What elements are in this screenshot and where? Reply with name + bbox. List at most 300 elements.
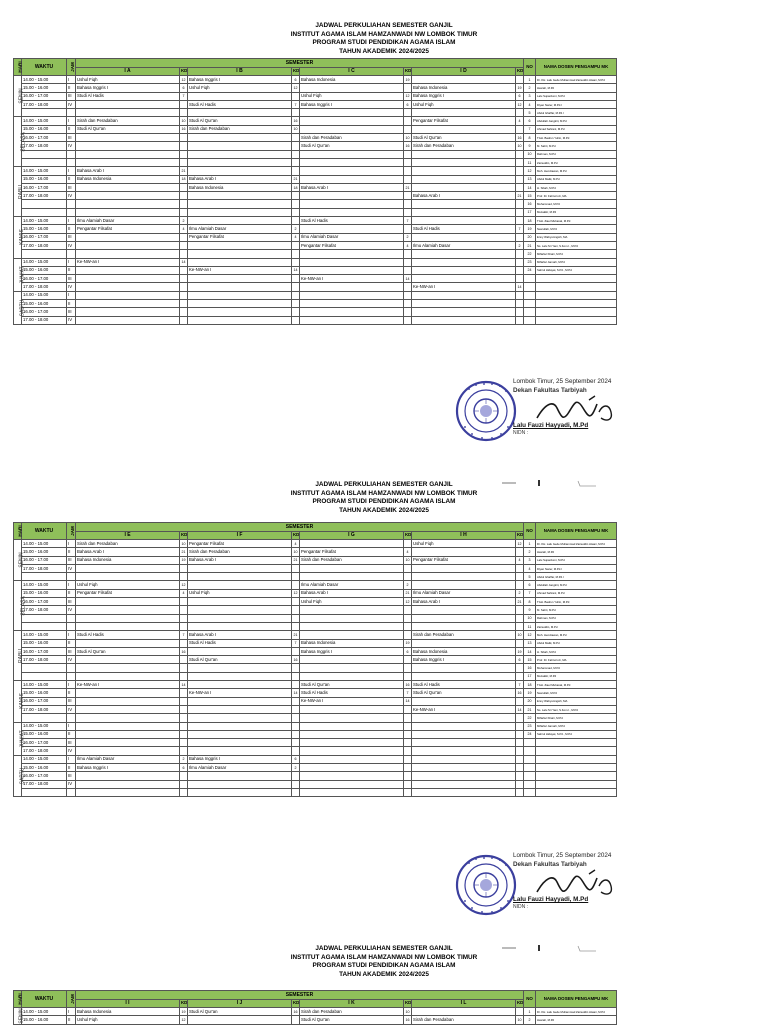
course-cell: Pengantar Filsafat bbox=[188, 540, 292, 548]
kd-cell: 16 bbox=[180, 647, 188, 655]
kd-cell bbox=[516, 308, 524, 316]
kd-cell: 10 bbox=[404, 134, 412, 142]
kd-cell bbox=[180, 780, 188, 788]
course-cell bbox=[300, 730, 404, 738]
kd-cell: 6 bbox=[404, 100, 412, 108]
kd-cell bbox=[292, 739, 300, 747]
kd-cell bbox=[180, 606, 188, 614]
header-semester: SEMESTER bbox=[76, 991, 524, 1000]
lecturer-name: Ns. Lalu Sri Yani, S.Kom.I., M.Pd bbox=[536, 241, 617, 249]
day-label: SENIN bbox=[14, 76, 22, 117]
lecturer-no: 2 bbox=[524, 548, 536, 556]
kd-cell: 6 bbox=[516, 656, 524, 664]
kd-cell: 14 bbox=[292, 689, 300, 697]
signature-name: Lalu Fauzi Hayyadi, M.Pd bbox=[513, 896, 589, 903]
course-cell: Ilmu Alamiah Dasar bbox=[412, 241, 516, 249]
course-cell: Bahasa Arab I bbox=[76, 548, 180, 556]
course-cell: Ushul Fiqh bbox=[76, 581, 180, 589]
course-cell bbox=[300, 208, 404, 216]
kd-cell bbox=[516, 664, 524, 672]
course-cell bbox=[76, 705, 180, 713]
course-cell: Sirah dan Peradaban bbox=[76, 117, 180, 125]
time-cell: 17.00 - 18.00 bbox=[22, 780, 67, 788]
lecturer-no: 23 bbox=[524, 258, 536, 266]
course-cell: Bahasa Inggris I bbox=[412, 656, 516, 664]
course-cell bbox=[300, 125, 404, 133]
course-cell: Ke-NW-an I bbox=[188, 689, 292, 697]
lecturer-no: 24 bbox=[524, 730, 536, 738]
kd-cell: 18 bbox=[292, 183, 300, 191]
jam-cell: IV bbox=[67, 606, 76, 614]
lecturer-name bbox=[536, 780, 617, 788]
lecturer-no: 22 bbox=[524, 714, 536, 722]
kd-cell bbox=[180, 300, 188, 308]
kd-cell: 4 bbox=[180, 225, 188, 233]
time-cell bbox=[22, 672, 67, 680]
course-cell: Pengantar Filsafat bbox=[300, 241, 404, 249]
table-row bbox=[14, 175, 617, 183]
course-cell bbox=[300, 631, 404, 639]
table-row bbox=[14, 1016, 617, 1024]
kd-cell: 2 bbox=[180, 217, 188, 225]
course-cell: Ke-NW-an I bbox=[76, 681, 180, 689]
scan-marks bbox=[500, 475, 600, 485]
course-cell bbox=[300, 283, 404, 291]
day-label: SABTU bbox=[14, 755, 22, 796]
kd-cell: 21 bbox=[404, 589, 412, 597]
kd-cell bbox=[404, 225, 412, 233]
table-row bbox=[14, 250, 617, 258]
course-cell: Ushul Fiqh bbox=[300, 598, 404, 606]
kd-cell bbox=[404, 739, 412, 747]
kd-cell bbox=[180, 622, 188, 630]
jam-cell: III bbox=[67, 739, 76, 747]
course-cell bbox=[412, 1008, 516, 1016]
course-cell bbox=[188, 200, 292, 208]
course-cell bbox=[412, 564, 516, 572]
header-line4: TAHUN AKADEMIK 2024/2025 bbox=[339, 47, 429, 55]
course-cell: Sirah dan Peradaban bbox=[412, 142, 516, 150]
course-cell bbox=[188, 208, 292, 216]
course-cell: Sirah dan Peradaban bbox=[300, 134, 404, 142]
lecturer-no: 19 bbox=[524, 689, 536, 697]
kd-cell bbox=[404, 705, 412, 713]
course-cell bbox=[412, 183, 516, 191]
kd-cell: 16 bbox=[292, 1008, 300, 1016]
header-no: NO bbox=[524, 59, 536, 76]
lecturer-name: Moh. Hendrawan, M.Pd bbox=[536, 167, 617, 175]
signature-name: Lalu Fauzi Hayyadi, M.Pd bbox=[513, 422, 589, 429]
lecturer-name: Sahrul Hidayat, S.Pd., M.Pd bbox=[536, 266, 617, 274]
lecturer-no: 16 bbox=[524, 200, 536, 208]
header-kd: KD bbox=[292, 531, 300, 540]
course-cell bbox=[300, 225, 404, 233]
table-row bbox=[14, 283, 617, 291]
time-cell bbox=[22, 573, 67, 581]
jam-cell bbox=[67, 109, 76, 117]
day-label: SELASA bbox=[14, 581, 22, 631]
class-header: I H bbox=[412, 531, 516, 540]
lecturer-name bbox=[536, 764, 617, 772]
time-cell: 17.00 - 18.00 bbox=[22, 747, 67, 755]
course-cell bbox=[76, 664, 180, 672]
kd-cell bbox=[404, 573, 412, 581]
course-cell bbox=[76, 266, 180, 274]
kd-cell bbox=[516, 780, 524, 788]
kd-cell: 14 bbox=[404, 697, 412, 705]
lecturer-no: 7 bbox=[524, 125, 536, 133]
signature-role: Dekan Fakultas Tarbiyah bbox=[513, 387, 587, 394]
time-cell: 16.00 - 17.00 bbox=[22, 183, 67, 191]
table-row bbox=[14, 233, 617, 241]
time-cell: 17.00 - 18.00 bbox=[22, 241, 67, 249]
jam-cell: IV bbox=[67, 564, 76, 572]
kd-cell bbox=[516, 548, 524, 556]
kd-cell bbox=[292, 283, 300, 291]
kd-cell bbox=[292, 647, 300, 655]
kd-cell bbox=[180, 316, 188, 324]
header-kd: KD bbox=[292, 67, 300, 76]
course-cell bbox=[188, 92, 292, 100]
course-cell bbox=[300, 308, 404, 316]
course-cell bbox=[188, 283, 292, 291]
lecturer-no bbox=[524, 275, 536, 283]
course-cell bbox=[300, 250, 404, 258]
course-cell bbox=[412, 548, 516, 556]
jam-cell: II bbox=[67, 175, 76, 183]
course-cell: Bahasa Arab I bbox=[76, 167, 180, 175]
kd-cell bbox=[292, 134, 300, 142]
table-row bbox=[14, 705, 617, 713]
kd-cell bbox=[404, 208, 412, 216]
course-cell bbox=[188, 622, 292, 630]
course-cell bbox=[300, 175, 404, 183]
kd-cell bbox=[516, 606, 524, 614]
lecturer-name bbox=[536, 300, 617, 308]
official-seal bbox=[455, 854, 517, 916]
lecturer-name: Hasrah, M.Pd bbox=[536, 1016, 617, 1024]
course-cell bbox=[412, 266, 516, 274]
table-row bbox=[14, 598, 617, 606]
course-cell bbox=[412, 125, 516, 133]
kd-cell bbox=[180, 200, 188, 208]
kd-cell bbox=[404, 631, 412, 639]
day-label: JUM'AT bbox=[14, 258, 22, 291]
kd-cell bbox=[516, 316, 524, 324]
time-cell: 16.00 - 17.00 bbox=[22, 556, 67, 564]
course-cell bbox=[188, 606, 292, 614]
lecturer-no bbox=[524, 316, 536, 324]
lecturer-no: 14 bbox=[524, 647, 536, 655]
course-cell bbox=[188, 573, 292, 581]
course-cell bbox=[412, 200, 516, 208]
course-cell bbox=[412, 275, 516, 283]
course-cell bbox=[76, 158, 180, 166]
lecturer-no: 23 bbox=[524, 722, 536, 730]
kd-cell bbox=[516, 183, 524, 191]
course-cell bbox=[300, 614, 404, 622]
kd-cell bbox=[180, 183, 188, 191]
kd-cell: 7 bbox=[292, 100, 300, 108]
course-cell bbox=[76, 233, 180, 241]
kd-cell bbox=[404, 622, 412, 630]
kd-cell bbox=[292, 300, 300, 308]
lecturer-name: Muhammad, M.Pd bbox=[536, 664, 617, 672]
header-line3: PROGRAM STUDI PENDIDIKAN AGAMA ISLAM bbox=[312, 39, 456, 47]
time-cell: 17.00 - 18.00 bbox=[22, 564, 67, 572]
lecturer-no: 18 bbox=[524, 681, 536, 689]
kd-cell bbox=[404, 656, 412, 664]
course-cell bbox=[412, 158, 516, 166]
lecturer-no: 14 bbox=[524, 183, 536, 191]
kd-cell: 14 bbox=[404, 275, 412, 283]
jam-cell: II bbox=[67, 84, 76, 92]
lecturer-name: Abdullah Jangkrit, M.Pd bbox=[536, 581, 617, 589]
course-cell bbox=[412, 672, 516, 680]
course-cell bbox=[300, 656, 404, 664]
kd-cell: 21 bbox=[180, 167, 188, 175]
header-kd: KD bbox=[180, 531, 188, 540]
kd-cell bbox=[180, 150, 188, 158]
table-row bbox=[14, 167, 617, 175]
course-cell: Ke-NW-an I bbox=[188, 266, 292, 274]
kd-cell: 7 bbox=[516, 225, 524, 233]
table-row bbox=[14, 755, 617, 763]
header-kd: KD bbox=[180, 67, 188, 76]
table-row bbox=[14, 764, 617, 772]
table-row bbox=[14, 722, 617, 730]
jam-cell: IV bbox=[67, 747, 76, 755]
class-header: I B bbox=[188, 67, 292, 76]
lecturer-no: 11 bbox=[524, 622, 536, 630]
jam-cell bbox=[67, 672, 76, 680]
lecturer-name: Enny Wahyuningsih, MA bbox=[536, 697, 617, 705]
jam-cell: III bbox=[67, 308, 76, 316]
class-header: I I bbox=[76, 999, 180, 1008]
kd-cell bbox=[404, 664, 412, 672]
kd-cell: 18 bbox=[180, 175, 188, 183]
course-cell bbox=[412, 308, 516, 316]
kd-cell: 7 bbox=[404, 689, 412, 697]
header-dosen: NAMA DOSEN PENGAMPU MK bbox=[536, 59, 617, 76]
lecturer-name bbox=[536, 316, 617, 324]
lecturer-no bbox=[524, 291, 536, 299]
jam-cell bbox=[67, 788, 76, 796]
jam-cell: IV bbox=[67, 100, 76, 108]
lecturer-name: Prof. Dr. Fahrurrozi, MA bbox=[536, 192, 617, 200]
time-cell: 16.00 - 17.00 bbox=[22, 647, 67, 655]
header-kd: KD bbox=[516, 67, 524, 76]
jam-cell: I bbox=[67, 540, 76, 548]
class-header: I E bbox=[76, 531, 180, 540]
lecturer-name: Dr. KH. Lalu Gede Muhammad Zainuddin Atsani, M.Pd bbox=[536, 1008, 617, 1016]
lecturer-no bbox=[524, 755, 536, 763]
jam-cell: I bbox=[67, 722, 76, 730]
header-line1: JADWAL PERKULIAHAN SEMESTER GANJIL bbox=[315, 481, 453, 488]
lecturer-name: TGH. Badrun Yuhin, M.Pd bbox=[536, 134, 617, 142]
kd-cell bbox=[292, 92, 300, 100]
time-cell: 15.00 - 16.00 bbox=[22, 730, 67, 738]
time-cell: 15.00 - 16.00 bbox=[22, 300, 67, 308]
time-cell bbox=[22, 614, 67, 622]
kd-cell bbox=[404, 300, 412, 308]
course-cell bbox=[76, 788, 180, 796]
lecturer-name: H. Sibah, M.Pd bbox=[536, 183, 617, 191]
kd-cell bbox=[404, 158, 412, 166]
course-cell: Bahasa Indonesia bbox=[188, 183, 292, 191]
kd-cell: 21 bbox=[292, 175, 300, 183]
kd-cell bbox=[516, 581, 524, 589]
kd-cell bbox=[516, 1008, 524, 1016]
kd-cell: 10 bbox=[516, 142, 524, 150]
lecturer-name: TGH. Ziaul Mubarak, M.Pd bbox=[536, 681, 617, 689]
jam-cell: III bbox=[67, 772, 76, 780]
course-cell bbox=[188, 158, 292, 166]
lecturer-no: 2 bbox=[524, 1016, 536, 1024]
header-waktu: WAKTU bbox=[22, 523, 67, 540]
class-header: I J bbox=[188, 999, 292, 1008]
course-cell bbox=[300, 266, 404, 274]
lecturer-name: Abdullah Jangkrit, M.Pd bbox=[536, 117, 617, 125]
lecturer-no bbox=[524, 300, 536, 308]
kd-cell bbox=[516, 258, 524, 266]
time-cell: 15.00 - 16.00 bbox=[22, 764, 67, 772]
course-cell bbox=[76, 192, 180, 200]
course-cell bbox=[412, 622, 516, 630]
course-cell: Bahasa Indonesia bbox=[300, 76, 404, 84]
time-cell: 14.00 - 15.00 bbox=[22, 681, 67, 689]
lecturer-no: 15 bbox=[524, 192, 536, 200]
course-cell bbox=[300, 117, 404, 125]
class-header: I L bbox=[412, 999, 516, 1008]
time-cell: 14.00 - 15.00 bbox=[22, 217, 67, 225]
course-cell: Studi Al Hadis bbox=[76, 631, 180, 639]
course-cell bbox=[300, 192, 404, 200]
table-row bbox=[14, 92, 617, 100]
course-cell: Pengantar Filsafat bbox=[76, 589, 180, 597]
course-cell bbox=[412, 233, 516, 241]
signature-role: Dekan Fakultas Tarbiyah bbox=[513, 861, 587, 868]
course-cell bbox=[188, 697, 292, 705]
kd-cell bbox=[516, 250, 524, 258]
lecturer-name: Dr. KH. Lalu Gede Muhammad Zainuddin Atsani, M.Pd bbox=[536, 540, 617, 548]
table-row bbox=[14, 780, 617, 788]
kd-cell bbox=[292, 109, 300, 117]
table-row bbox=[14, 208, 617, 216]
course-cell bbox=[188, 275, 292, 283]
table-row bbox=[14, 548, 617, 556]
kd-cell bbox=[292, 142, 300, 150]
course-cell bbox=[76, 200, 180, 208]
kd-cell: 4 bbox=[404, 548, 412, 556]
kd-cell bbox=[292, 167, 300, 175]
schedule-header bbox=[0, 481, 768, 515]
header-hari: HARI bbox=[14, 59, 22, 76]
kd-cell bbox=[292, 672, 300, 680]
kd-cell bbox=[180, 109, 188, 117]
kd-cell: 10 bbox=[516, 1016, 524, 1024]
table-row bbox=[14, 76, 617, 84]
kd-cell bbox=[292, 1016, 300, 1024]
course-cell bbox=[76, 689, 180, 697]
kd-cell: 21 bbox=[292, 556, 300, 564]
course-cell bbox=[76, 780, 180, 788]
course-cell bbox=[300, 747, 404, 755]
time-cell: 16.00 - 17.00 bbox=[22, 772, 67, 780]
course-cell bbox=[188, 598, 292, 606]
course-cell: Ilmu Alamiah Dasar bbox=[300, 581, 404, 589]
kd-cell bbox=[516, 639, 524, 647]
header-line2: INSTITUT AGAMA ISLAM HAMZANWADI NW LOMBOK TIMUR bbox=[290, 953, 478, 961]
course-cell: Ushul Fiqh bbox=[76, 76, 180, 84]
course-cell: Pengantar Filsafat bbox=[76, 225, 180, 233]
table-row bbox=[14, 681, 617, 689]
table-row bbox=[14, 564, 617, 572]
time-cell: 16.00 - 17.00 bbox=[22, 308, 67, 316]
kd-cell bbox=[404, 672, 412, 680]
header-kd: KD bbox=[516, 531, 524, 540]
course-cell bbox=[188, 739, 292, 747]
header-kd: KD bbox=[292, 999, 300, 1008]
kd-cell bbox=[180, 656, 188, 664]
course-cell bbox=[300, 167, 404, 175]
course-cell: Bahasa Inggris I bbox=[188, 76, 292, 84]
class-header: I A bbox=[76, 67, 180, 76]
table-row bbox=[14, 689, 617, 697]
kd-cell: 6 bbox=[180, 84, 188, 92]
kd-cell: 2 bbox=[516, 241, 524, 249]
course-cell: Sirah dan Peradaban bbox=[412, 631, 516, 639]
course-cell: Bahasa Arab I bbox=[188, 556, 292, 564]
time-cell: 17.00 - 18.00 bbox=[22, 142, 67, 150]
table-row bbox=[14, 100, 617, 108]
course-cell bbox=[188, 217, 292, 225]
kd-cell bbox=[292, 606, 300, 614]
lecturer-no: 10 bbox=[524, 150, 536, 158]
day-label: RABU bbox=[14, 167, 22, 217]
course-cell: Sirah dan Peradaban bbox=[412, 1016, 516, 1024]
course-cell bbox=[76, 283, 180, 291]
jam-cell: IV bbox=[67, 316, 76, 324]
course-cell bbox=[76, 656, 180, 664]
kd-cell: 12 bbox=[180, 1016, 188, 1024]
course-cell bbox=[300, 622, 404, 630]
course-cell bbox=[300, 714, 404, 722]
jam-cell: II bbox=[67, 300, 76, 308]
course-cell: Ke-NW-an I bbox=[300, 697, 404, 705]
kd-cell: 4 bbox=[404, 241, 412, 249]
lecturer-no: 7 bbox=[524, 589, 536, 597]
time-cell: 17.00 - 18.00 bbox=[22, 283, 67, 291]
table-row bbox=[14, 150, 617, 158]
kd-cell: 2 bbox=[292, 225, 300, 233]
jam-cell: III bbox=[67, 598, 76, 606]
course-cell bbox=[188, 241, 292, 249]
table-row bbox=[14, 730, 617, 738]
kd-cell: 16 bbox=[516, 134, 524, 142]
course-cell: Bahasa Indonesia bbox=[412, 647, 516, 655]
header-line2: INSTITUT AGAMA ISLAM HAMZANWADI NW LOMBOK TIMUR bbox=[290, 489, 478, 497]
lecturer-no: 18 bbox=[524, 217, 536, 225]
course-cell: Ke-NW-an I bbox=[412, 283, 516, 291]
kd-cell bbox=[404, 283, 412, 291]
kd-cell bbox=[516, 755, 524, 763]
lecturer-name: Abdul Ghaffar, M.Pd.I bbox=[536, 109, 617, 117]
course-cell bbox=[188, 316, 292, 324]
lecturer-name: Prof. Dr. Fahrurrozi, MA bbox=[536, 656, 617, 664]
lecturer-name: Ahmad Sahrani, M.Pd bbox=[536, 589, 617, 597]
kd-cell bbox=[516, 76, 524, 84]
